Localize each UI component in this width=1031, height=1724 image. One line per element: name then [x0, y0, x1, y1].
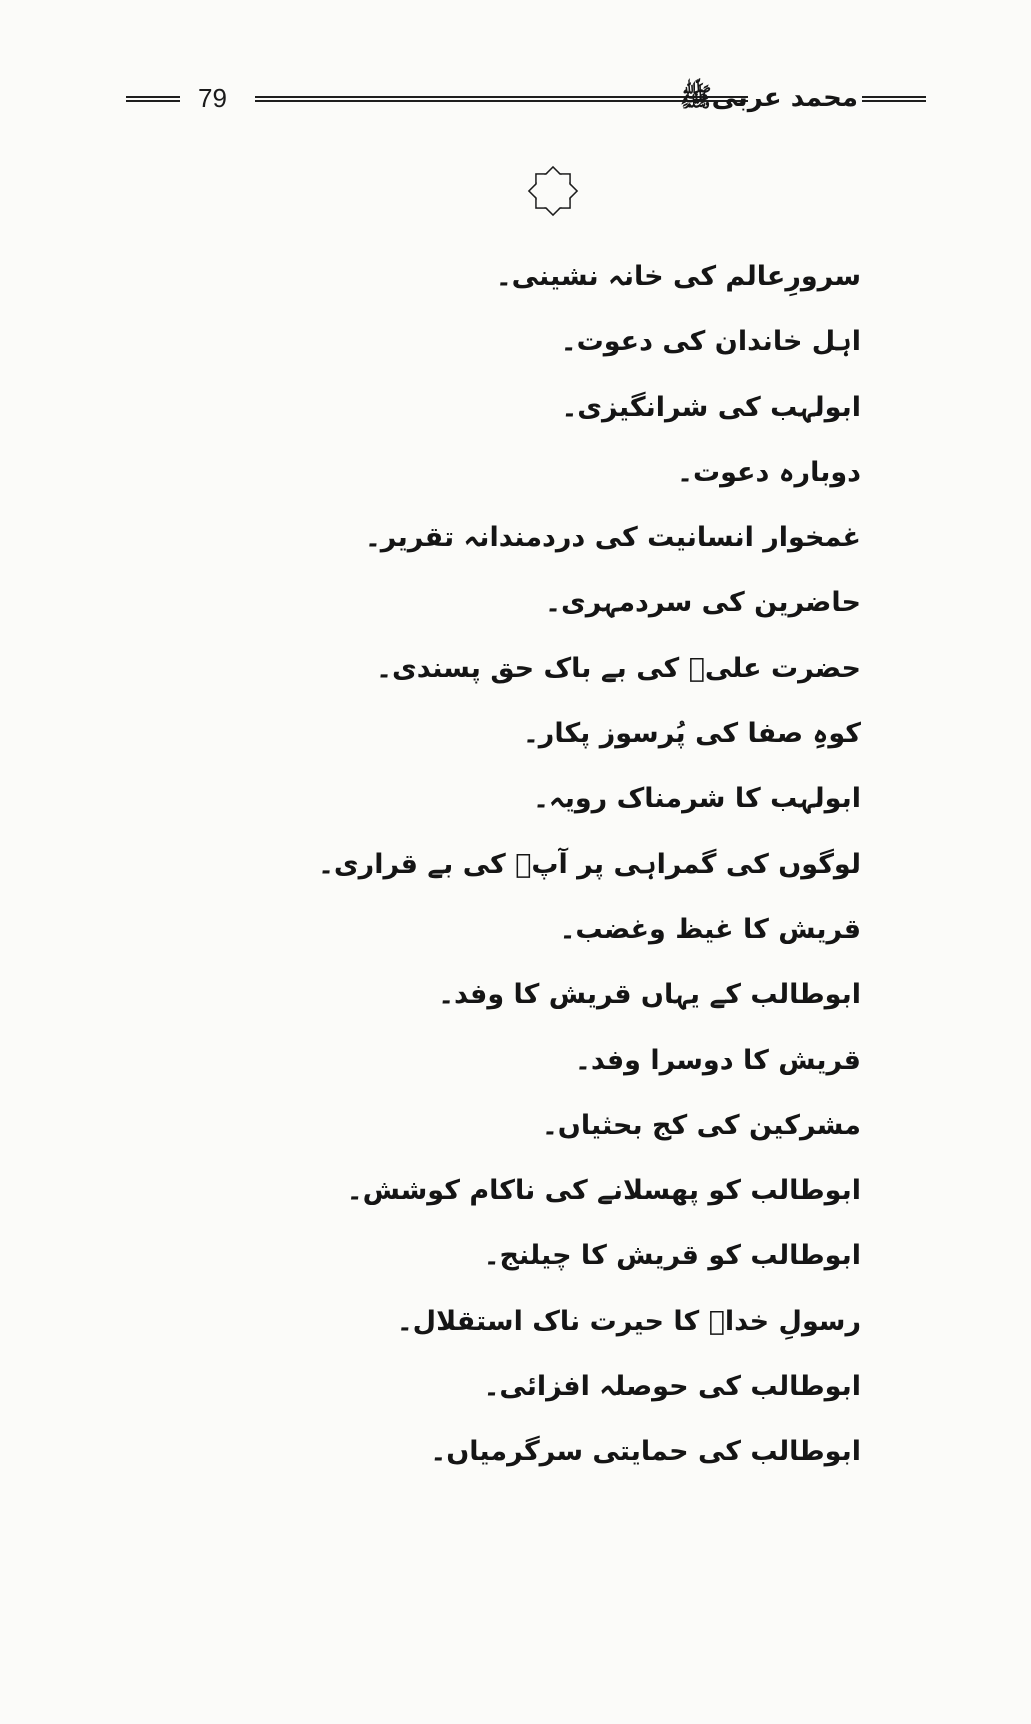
list-item: اہل خاندان کی دعوت۔	[560, 326, 861, 358]
list-item: ابوطالب کو پھسلانے کی ناکام کوشش۔	[346, 1175, 861, 1207]
list-item: حضرت علیؓ کی بے باک حق پسندی۔	[376, 652, 861, 684]
list-item: قریش کا دوسرا وفد۔	[575, 1044, 861, 1076]
ornament-star-icon	[525, 163, 581, 219]
contents-list	[318, 252, 861, 1493]
list-item: ابوطالب کو قریش کا چیلنج۔	[483, 1240, 861, 1272]
list-item: لوگوں کی گمراہی پر آپؐ کی بے قراری۔	[318, 848, 861, 880]
list-item: ابولہب کا شرمناک رویہ۔	[533, 783, 861, 815]
header-rule-middle	[255, 96, 748, 102]
list-item: ابوطالب کی حوصلہ افزائی۔	[483, 1371, 861, 1403]
list-item: ابولہب کی شرانگیزی۔	[561, 391, 861, 423]
list-item: ابوطالب کے یہاں قریش کا وفد۔	[438, 979, 861, 1011]
list-item: سرورِعالم کی خانہ نشینی۔	[495, 261, 861, 292]
list-item: حاضرین کی سردمہری۔	[545, 587, 861, 619]
running-title: محمد عربیﷺ	[680, 83, 858, 113]
list-item: مشرکین کی کج بحثیاں۔	[541, 1109, 861, 1141]
page-number: 79	[198, 83, 227, 113]
page-header	[0, 82, 1031, 114]
list-item: غمخوار انسانیت کی دردمندانہ تقریر۔	[364, 522, 861, 554]
list-item: دوبارہ دعوت۔	[677, 456, 861, 488]
list-item: ابوطالب کی حمایتی سرگرمیاں۔	[430, 1436, 861, 1468]
list-item: کوہِ صفا کی پُرسوز پکار۔	[522, 718, 861, 750]
list-item: قریش کا غیظ وغضب۔	[559, 913, 861, 945]
list-item: رسولِ خداؐ کا حیرت ناک استقلال۔	[396, 1305, 861, 1337]
header-rule-right	[862, 96, 926, 102]
header-rule-left	[126, 96, 180, 102]
